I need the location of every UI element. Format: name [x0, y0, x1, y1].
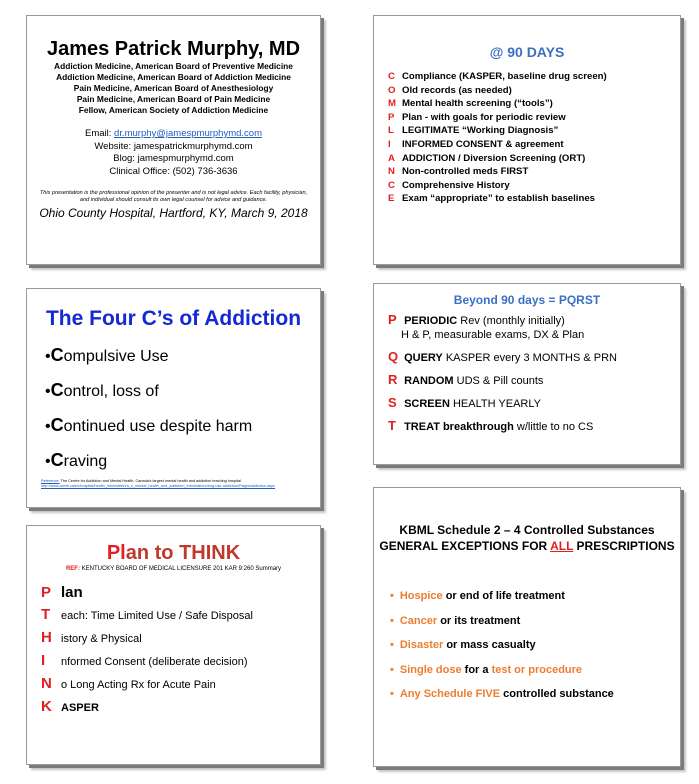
list-item [27, 696, 320, 719]
credential: Addiction Medicine, American Board of Addiction Medicine [56, 72, 291, 82]
item-keyword: Hospice [399, 590, 443, 602]
reference-link[interactable]: http://www.camh.ca/en/hospital/health_information/a_z_mental_health_and_addiction_information/drug-use-addiction/Pages/addiction.aspx [41, 484, 276, 488]
reference-text: The Centre for Addiction and Mental Health, Canada's largest mental health and addiction teaching hospital [60, 479, 241, 483]
acronym-letter: I [388, 138, 391, 150]
item-text: ontrol, loss of [63, 383, 159, 400]
item-text: KASPER every 3 MONTHS & PRN [442, 352, 617, 364]
credentials-list [27, 61, 320, 116]
item-text: ontinued use despite harm [63, 418, 253, 435]
item-keyword: PERIODIC [404, 315, 458, 327]
list-item [374, 70, 680, 84]
venue: Ohio County Hospital, Hartford, KY, March 9, 2018 [39, 206, 308, 220]
item-text: Rev (monthly initially) [457, 315, 565, 327]
list-item [374, 313, 680, 342]
disclaimer: This presentation is the professional opinion of the presenter and is not legal advice. Each facility, physician, and individual should consult its own legal counsel for advice and guidance. [39, 190, 308, 203]
acronym-letter: O [388, 84, 396, 96]
list-item [374, 419, 680, 434]
item-text: or its treatment [437, 614, 521, 627]
item-text: each: Time Limited Use / Safe Disposal [61, 610, 253, 622]
acronym-letter: N [388, 166, 395, 178]
item-text: Mental health screening (“tools”) [402, 98, 553, 110]
reference-text: KENTUCKY BOARD OF MEDICAL LICENSURE 201 KAR 9:260 Summary [79, 566, 282, 572]
slide-pqrst [373, 283, 681, 465]
list-item [374, 373, 680, 388]
list-item: •Craving [45, 450, 108, 470]
credential: Pain Medicine, American Board of Pain Medicine [76, 94, 271, 104]
acronym-letter: C [388, 179, 395, 191]
item-keyword: Single dose [399, 663, 462, 676]
initial-letter: C [50, 450, 64, 470]
list-item [27, 604, 320, 627]
blog-line: Blog: jamespmurphymd.com [113, 153, 234, 164]
list-item [374, 179, 680, 193]
list-item [390, 658, 680, 683]
title-line-1: KBML Schedule 2 – 4 Controlled Substances [399, 523, 655, 537]
acronym-letter: R [388, 372, 398, 387]
slide-title: @ 90 DAYS [489, 44, 565, 60]
bullet-icon: • [390, 639, 394, 651]
reference [41, 479, 311, 489]
item-keyword: TREAT breakthrough [404, 421, 514, 433]
item-keyword: test or procedure [491, 663, 583, 676]
list-item [374, 396, 680, 411]
list-item: •Control, loss of [45, 380, 159, 400]
item-text: ADDICTION / Diversion Screening (ORT) [402, 152, 586, 164]
contact-block [27, 128, 320, 178]
list-item [390, 584, 680, 609]
item-keyword: RANDOM [404, 375, 454, 387]
title-red-part: Pl [106, 542, 126, 564]
bullet-icon: • [390, 688, 394, 700]
list-item [390, 633, 680, 658]
title-part: PRESCRIPTIONS [573, 539, 675, 553]
bullet-icon: • [390, 590, 394, 602]
acronym-letter: A [388, 152, 395, 164]
title-rest: an to THINK [125, 542, 241, 564]
item-text: or end of life treatment [442, 590, 565, 602]
reference-label: Reference: [41, 479, 60, 483]
item-text: Comprehensive History [402, 179, 510, 191]
credential: Fellow, American Society of Addiction Medicine [78, 105, 269, 115]
item-text: w/little to no CS [513, 421, 594, 433]
item-text: lan [61, 584, 83, 601]
acronym-letter: K [41, 698, 52, 715]
list-item: •Continued use despite harm [45, 415, 253, 435]
reference-label: REF: [65, 566, 80, 572]
item-text: or mass casualty [443, 639, 536, 651]
list-item [374, 165, 680, 179]
website-line: Website: jamespatrickmurphymd.com [94, 140, 253, 152]
acronym-letter: T [41, 606, 51, 623]
presenter-name: James Patrick Murphy, MD [46, 38, 301, 60]
email-label: Email: [84, 128, 115, 139]
item-text: nformed Consent (deliberate decision) [61, 656, 248, 668]
slide-90-days [373, 15, 681, 265]
exceptions-list [390, 584, 680, 707]
acronym-letter: L [388, 125, 394, 137]
acronym-letter: T [388, 418, 396, 433]
item-keyword: QUERY [404, 352, 443, 364]
slide-title: The Four C’s of Addiction [45, 307, 302, 330]
item-keyword: Disaster [399, 639, 444, 651]
acronym-letter: C [388, 71, 395, 82]
list-item [374, 152, 680, 166]
item-text: o Long Acting Rx for Acute Pain [61, 679, 216, 691]
item-text: Exam “appropriate” to establish baselines [402, 193, 596, 205]
acronym-letter: H [41, 629, 52, 646]
acronym-letter: P [388, 111, 395, 123]
item-text: INFORMED CONSENT & agreement [402, 138, 564, 150]
item-keyword: Cancer [399, 614, 438, 627]
item-text: HEALTH YEARLY [449, 398, 541, 410]
list-item [374, 138, 680, 152]
initial-letter: C [50, 415, 64, 435]
bullet-icon: • [390, 663, 394, 676]
slide-title [27, 542, 320, 565]
list-item [374, 97, 680, 111]
title-emphasis: ALL [550, 539, 574, 553]
email-link[interactable]: dr.murphy@jamespmurphymd.com [114, 128, 263, 139]
item-text: controlled substance [500, 688, 614, 700]
item-text: Compliance (KASPER, baseline drug screen) [402, 71, 607, 82]
item-text: Old records (as needed) [402, 84, 512, 96]
list-item [27, 673, 320, 696]
acronym-letter: N [41, 675, 52, 692]
slide-plan-to-think [26, 525, 321, 765]
list-item [374, 124, 680, 138]
acronym-letter: P [388, 312, 397, 327]
acronym-letter: E [388, 193, 395, 205]
list-item [374, 350, 680, 365]
list-item [27, 650, 320, 673]
acronym-letter: M [388, 98, 396, 110]
credential: Pain Medicine, American Board of Anesthesiology [73, 83, 274, 93]
item-text: Non-controlled meds FIRST [402, 166, 529, 178]
slide-title: Beyond 90 days = PQRST [453, 293, 601, 307]
bullet-icon: • [390, 614, 394, 627]
list-item [374, 84, 680, 98]
list-item [390, 609, 680, 634]
title-part: GENERAL EXCEPTIONS FOR [379, 539, 551, 553]
list-item [27, 582, 320, 604]
list-item [374, 192, 680, 206]
item-text: istory & Physical [61, 633, 142, 645]
list-item [390, 682, 680, 707]
item-text: UDS & Pill counts [453, 375, 544, 387]
acronym-letter: I [41, 652, 46, 669]
slide-title [374, 522, 680, 554]
acronym-letter: P [41, 584, 52, 601]
office-line: Clinical Office: (502) 736-3636 [109, 165, 238, 177]
item-text: ASPER [61, 702, 99, 714]
initial-letter: C [50, 380, 64, 400]
list-item [374, 111, 680, 125]
reference [27, 566, 320, 572]
title-line-2 [374, 538, 680, 554]
acronym-letter: Q [388, 349, 399, 364]
credential: Addiction Medicine, American Board of Preventive Medicine [54, 61, 293, 71]
item-text: LEGITIMATE “Working Diagnosis” [402, 125, 559, 137]
list-item [27, 627, 320, 650]
slide-four-cs [26, 288, 321, 508]
slide-kbml-exceptions [373, 487, 681, 767]
item-text: raving [63, 453, 108, 470]
initial-letter: C [50, 345, 64, 365]
item-text: Plan - with goals for periodic review [402, 111, 566, 123]
slide-presenter-info [26, 15, 321, 265]
item-keyword: SCREEN [404, 398, 450, 410]
item-subtext: H & P, measurable exams, DX & Plan [401, 329, 585, 341]
acronym-letter: S [388, 395, 397, 410]
item-text: ompulsive Use [63, 348, 169, 365]
item-keyword: Any Schedule FIVE [399, 688, 501, 700]
item-text: for a [461, 663, 492, 676]
email-line [27, 128, 320, 141]
list-item: •Compulsive Use [45, 345, 169, 365]
